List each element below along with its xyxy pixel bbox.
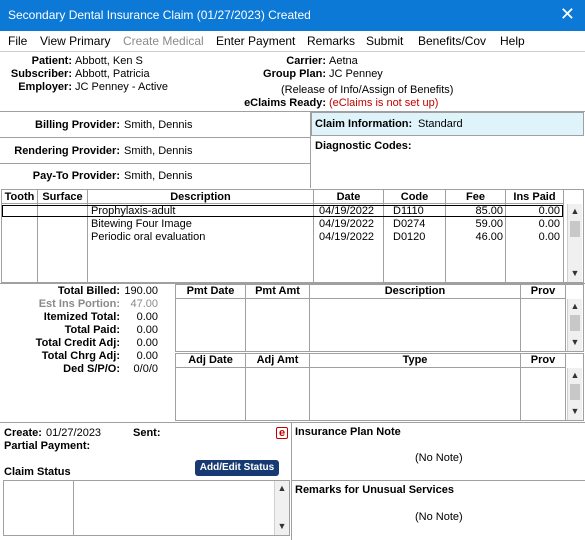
total-chrg-adj-label: Total Chrg Adj: (41, 350, 120, 362)
proc-row-2-code: D0274 (393, 218, 426, 230)
proc-row-1-code: D1110 (393, 205, 424, 217)
create-label: Create: (4, 427, 42, 439)
carrier-label: Carrier: (286, 55, 326, 67)
remarks-unusual-services-value: (No Note) (415, 511, 463, 523)
window-title: Secondary Dental Insurance Claim (01/27/2023) Created (8, 8, 311, 22)
total-billed-value: 190.00 (124, 285, 158, 297)
menu-create-medical: Create Medical (123, 34, 204, 48)
carrier-name: Aetna (329, 55, 358, 67)
proc-row-3-description: Periodic oral evaluation (91, 231, 206, 243)
ded-spo-value: 0/0/0 (133, 363, 158, 375)
proc-row-1-date: 04/19/2022 (319, 205, 375, 217)
eclaim-icon[interactable]: e (276, 427, 288, 439)
claim-information-panel[interactable] (311, 112, 584, 136)
col-description[interactable]: Description (170, 191, 231, 203)
claim-status-list[interactable] (3, 480, 290, 536)
adjustments-scrollbar[interactable] (567, 368, 582, 420)
proc-row-2-description: Bitewing Four Image (91, 218, 192, 230)
menu-submit[interactable]: Submit (366, 34, 404, 48)
col-pmt-date[interactable]: Pmt Date (186, 285, 235, 297)
total-credit-adj-value: 0.00 (136, 337, 158, 349)
scroll-up-icon[interactable]: ▲ (570, 370, 580, 380)
create-date: 01/27/2023 (46, 427, 102, 439)
total-credit-adj-label: Total Credit Adj: (35, 337, 120, 349)
menu-view-primary[interactable]: View Primary (40, 34, 111, 48)
col-code[interactable]: Code (400, 191, 429, 203)
col-fee[interactable]: Fee (466, 191, 485, 203)
insurance-plan-note-label: Insurance Plan Note (295, 426, 401, 438)
itemized-total-value: 0.00 (136, 311, 158, 323)
diagnostic-codes-label: Diagnostic Codes: (315, 140, 412, 152)
col-ins-paid[interactable]: Ins Paid (513, 191, 556, 203)
proc-row-2-date: 04/19/2022 (319, 218, 375, 230)
scroll-up-icon[interactable]: ▲ (570, 206, 580, 216)
proc-row-1-ins-paid: 0.00 (538, 205, 560, 217)
proc-row-1-fee: 85.00 (475, 205, 503, 217)
partial-payment-label: Partial Payment: (4, 440, 91, 452)
total-paid-label: Total Paid: (64, 324, 120, 336)
proc-row-1-description: Prophylaxis-adult (91, 205, 176, 217)
proc-row-2-ins-paid: 0.00 (538, 218, 560, 230)
insurance-plan-note-value: (No Note) (415, 452, 463, 464)
eclaims-ready-label: eClaims Ready: (244, 97, 326, 109)
ded-spo-label: Ded S/P/O: (63, 363, 120, 375)
patient-label: Patient: (31, 55, 72, 67)
add-edit-status-button[interactable]: Add/Edit Status (195, 460, 279, 476)
scroll-up-icon[interactable]: ▲ (277, 483, 287, 493)
eclaims-ready-value[interactable]: (eClaims is not set up) (329, 97, 439, 109)
remarks-unusual-services-label: Remarks for Unusual Services (295, 484, 454, 496)
total-billed-label: Total Billed: (57, 285, 120, 297)
est-ins-portion-value: 47.00 (130, 298, 158, 310)
est-ins-portion-label: Est Ins Portion: (38, 298, 120, 310)
col-adj-type[interactable]: Type (402, 354, 428, 366)
patient-name: Abbott, Ken S (75, 55, 143, 67)
menu-benefits-cov[interactable]: Benefits/Cov (418, 34, 487, 48)
subscriber-label: Subscriber: (10, 68, 72, 80)
release-of-info: (Release of Info/Assign of Benefits) (281, 84, 454, 96)
itemized-total-label: Itemized Total: (43, 311, 120, 323)
close-icon[interactable]: ✕ (559, 4, 575, 24)
claim-status-label: Claim Status (4, 466, 71, 478)
status-scrollbar[interactable] (274, 481, 289, 535)
col-adj-amt[interactable]: Adj Amt (256, 354, 299, 366)
total-chrg-adj-value: 0.00 (136, 350, 158, 362)
group-plan-label: Group Plan: (263, 68, 326, 80)
col-adj-prov[interactable]: Prov (530, 354, 556, 366)
col-date[interactable]: Date (336, 191, 361, 203)
claim-information-value: Standard (418, 118, 463, 130)
proc-row-3-date: 04/19/2022 (319, 231, 375, 243)
scroll-up-icon[interactable]: ▲ (570, 301, 580, 311)
pay-to-provider-label: Pay-To Provider: (32, 170, 120, 182)
proc-row-2-fee: 59.00 (475, 218, 503, 230)
menu-enter-payment[interactable]: Enter Payment (216, 34, 296, 48)
rendering-provider-label: Rendering Provider: (14, 145, 120, 157)
menu-file[interactable]: File (8, 34, 28, 48)
scroll-down-icon[interactable]: ▼ (570, 406, 580, 416)
scroll-down-icon[interactable]: ▼ (570, 337, 580, 347)
pay-to-provider-name: Smith, Dennis (124, 170, 193, 182)
subscriber-name: Abbott, Patricia (75, 68, 150, 80)
menu-help[interactable]: Help (500, 34, 525, 48)
procedures-scrollbar[interactable] (567, 204, 582, 282)
col-adj-date[interactable]: Adj Date (188, 354, 233, 366)
col-pmt-prov[interactable]: Prov (530, 285, 556, 297)
employer-label: Employer: (18, 81, 72, 93)
rendering-provider-name: Smith, Dennis (124, 145, 193, 157)
menu-bar (0, 31, 585, 51)
employer-name: JC Penney - Active (75, 81, 168, 93)
col-pmt-description[interactable]: Description (384, 285, 446, 297)
billing-provider-name: Smith, Dennis (124, 119, 193, 131)
scroll-down-icon[interactable]: ▼ (277, 521, 287, 531)
menu-remarks[interactable]: Remarks (307, 34, 356, 48)
scroll-down-icon[interactable]: ▼ (570, 268, 580, 278)
col-surface[interactable]: Surface (42, 191, 83, 203)
claim-information-label: Claim Information: (315, 118, 413, 130)
title-bar (0, 0, 585, 31)
sent-label: Sent: (133, 427, 161, 439)
total-paid-value: 0.00 (136, 324, 158, 336)
proc-row-3-fee: 46.00 (475, 231, 503, 243)
payments-scrollbar[interactable] (567, 299, 582, 351)
col-pmt-amt[interactable]: Pmt Amt (255, 285, 300, 297)
proc-row-3-code: D0120 (393, 231, 426, 243)
billing-provider-label: Billing Provider: (35, 119, 120, 131)
col-tooth[interactable]: Tooth (4, 191, 35, 203)
proc-row-3-ins-paid: 0.00 (538, 231, 560, 243)
group-plan-name: JC Penney (329, 68, 383, 80)
